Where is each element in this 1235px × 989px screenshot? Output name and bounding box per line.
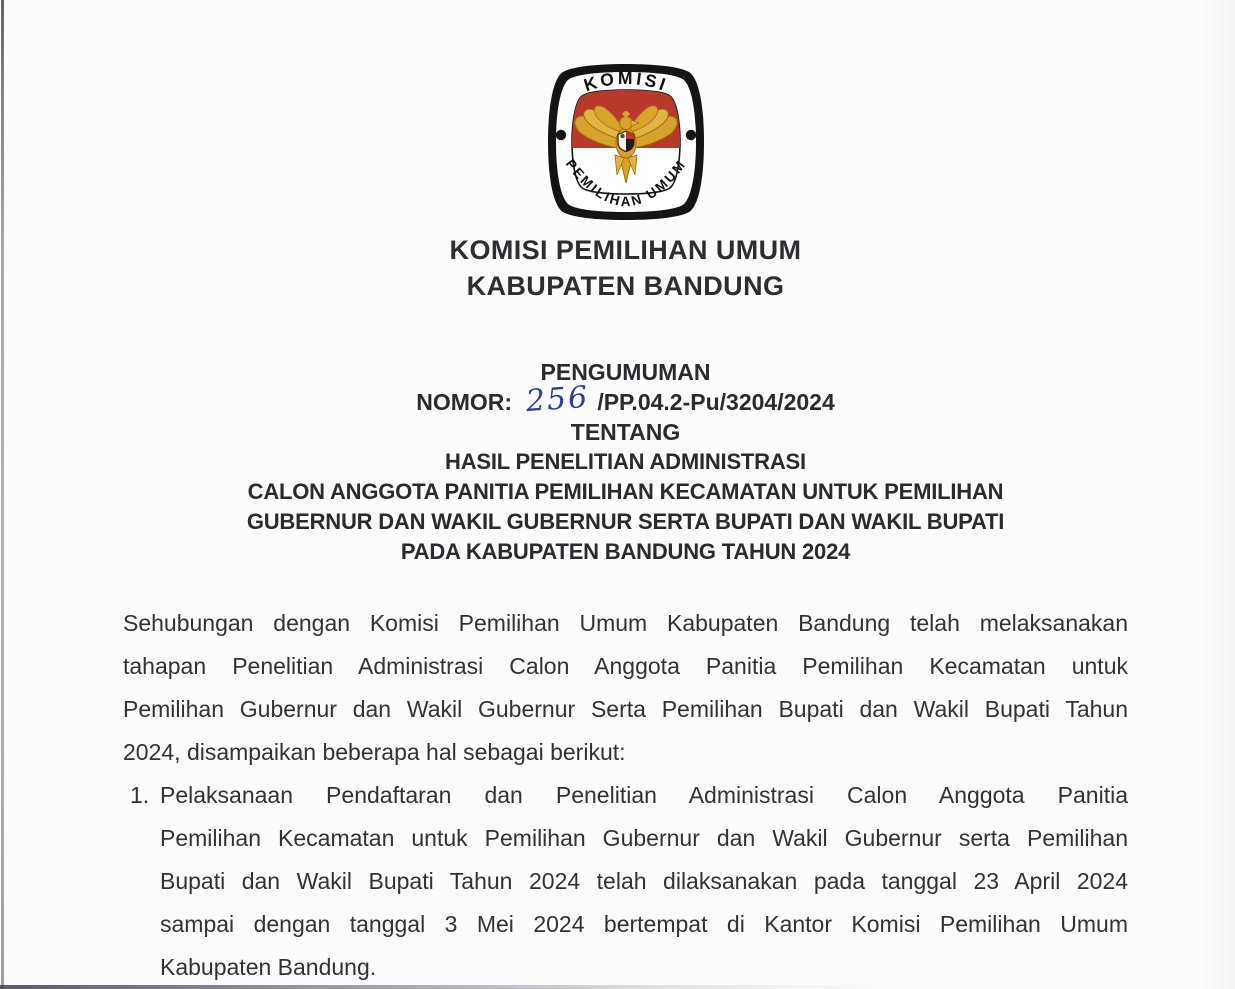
org-name	[123, 232, 1128, 304]
logo-left-dot	[555, 130, 565, 140]
opening-paragraph	[123, 602, 1128, 774]
subject-line-3: GUBERNUR DAN WAKIL GUBERNUR SERTA BUPATI DAN WAKIL BUPATI	[246, 509, 1005, 534]
item-line: Pemilihan Kecamatan untuk Pemilihan Gubernur dan Wakil Gubernur serta Pemilihan	[160, 825, 1128, 851]
org-line-1: KOMISI PEMILIHAN UMUM	[449, 235, 802, 265]
subject-line-4: PADA KABUPATEN BANDUNG TAHUN 2024	[400, 539, 851, 564]
subject-line-1: HASIL PENELITIAN ADMINISTRASI	[445, 449, 806, 474]
item-line: Kabupaten Bandung.	[160, 954, 377, 980]
item-line: Bupati dan Wakil Bupati Tahun 2024 telah dilaksanakan pada tanggal 23 April 2024	[160, 868, 1128, 894]
doc-number-handwritten: 256	[524, 379, 591, 420]
list-item-1	[123, 774, 1128, 989]
logo-pemilihan-umum-text: PEMILIHAN UMUM	[562, 156, 689, 210]
doc-number-suffix: /PP.04.2-Pu/3204/2024	[597, 389, 835, 415]
title-block	[123, 357, 1128, 567]
doc-number-label: NOMOR:	[416, 389, 513, 415]
logo-komisi-text: KOMISI	[580, 67, 671, 96]
list-item-text	[160, 774, 1128, 989]
subject-line-2: CALON ANGGOTA PANITIA PEMILIHAN KECAMATAN UNTUK PEMILIHAN	[247, 479, 1004, 504]
kpu-logo-graphic	[546, 62, 706, 222]
opening-line: 2024, disampaikan beberapa hal sebagai berikut:	[123, 739, 626, 765]
doc-number-line	[123, 379, 1128, 420]
doc-type: PENGUMUMAN	[540, 359, 711, 385]
logo-right-dot	[685, 130, 695, 140]
list-item-number: 1.	[130, 782, 150, 808]
item-line: Pelaksanaan Pendaftaran dan Penelitian Administrasi Calon Anggota Panitia	[160, 782, 1128, 808]
document-body	[123, 602, 1128, 989]
scan-edge-right	[1201, 0, 1235, 989]
org-line-2: KABUPATEN BANDUNG	[466, 271, 785, 301]
opening-line: Pemilihan Gubernur dan Wakil Gubernur Serta Pemilihan Bupati dan Wakil Bupati Tahun	[123, 696, 1128, 722]
kpu-logo	[123, 62, 1128, 227]
tentang-label: TENTANG	[570, 419, 681, 445]
opening-line: tahapan Penelitian Administrasi Calon Anggota Panitia Pemilihan Kecamatan untuk	[123, 653, 1128, 679]
item-line: sampai dengan tanggal 3 Mei 2024 bertempat di Kantor Komisi Pemilihan Umum	[160, 911, 1128, 937]
scan-edge-left	[1, 0, 4, 989]
opening-line: Sehubungan dengan Komisi Pemilihan Umum Kabupaten Bandung telah melaksanakan	[123, 610, 1128, 636]
